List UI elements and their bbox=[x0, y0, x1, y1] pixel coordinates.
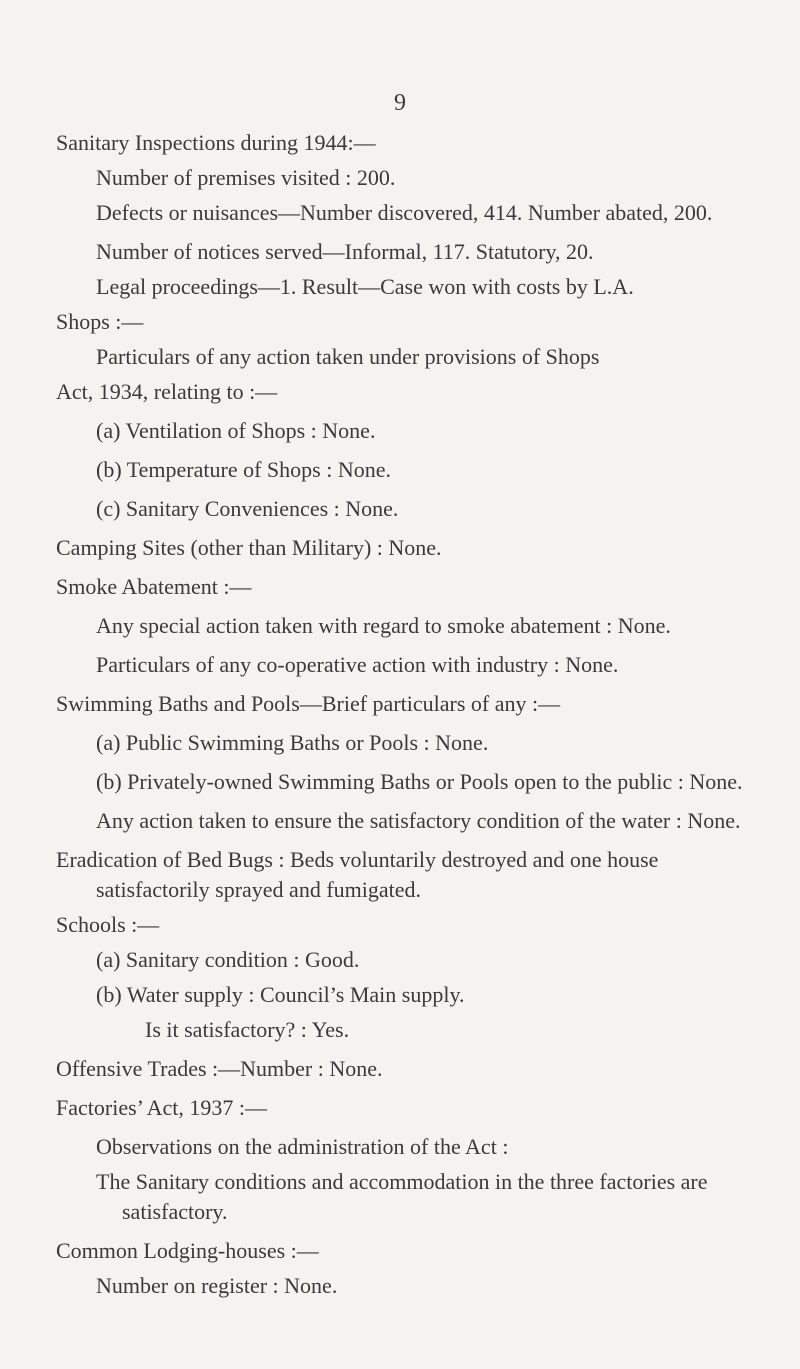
text-line: Number on register : None. bbox=[96, 1273, 338, 1298]
text-line: Eradication of Bed Bugs : Beds voluntarily destroyed and one house satisfactorily sprayed and fumigated. bbox=[56, 847, 659, 902]
text-line: (a) Public Swimming Baths or Pools : None. bbox=[96, 730, 489, 755]
text-line: Act, 1934, relating to :— bbox=[56, 379, 278, 404]
text-line: Observations on the administration of the Act : bbox=[96, 1134, 509, 1159]
text-line: Offensive Trades :—Number : None. bbox=[56, 1056, 383, 1081]
text-line: Particulars of any co-operative action with industry : None. bbox=[96, 652, 619, 677]
text-line: Number of notices served—Informal, 117. Statutory, 20. bbox=[96, 239, 594, 264]
text-line: Camping Sites (other than Military) : None. bbox=[56, 535, 442, 560]
text-line: Number of premises visited : 200. bbox=[96, 165, 396, 190]
text-line: Common Lodging-houses :— bbox=[56, 1238, 319, 1263]
text-line: (b) Water supply : Council’s Main supply. bbox=[96, 982, 465, 1007]
text-line: (c) Sanitary Conveniences : None. bbox=[96, 496, 399, 521]
text-line: (a) Ventilation of Shops : None. bbox=[96, 418, 376, 443]
text-line: The Sanitary conditions and accommodation in the three factories are satisfactory. bbox=[96, 1169, 708, 1224]
page-number: 9 bbox=[394, 90, 406, 116]
document-body bbox=[56, 128, 768, 1306]
text-line: Defects or nuisances—Number discovered, 414. Number abated, 200. bbox=[96, 200, 713, 225]
text-line: Particulars of any action taken under provisions of Shops bbox=[96, 344, 600, 369]
text-line: Is it satisfactory? : Yes. bbox=[145, 1017, 350, 1042]
text-line: Any action taken to ensure the satisfactory condition of the water : None. bbox=[96, 808, 741, 833]
text-line: (b) Privately-owned Swimming Baths or Pools open to the public : None. bbox=[96, 769, 743, 794]
text-line: Schools :— bbox=[56, 912, 160, 937]
text-line: Legal proceedings—1. Result—Case won with costs by L.A. bbox=[96, 274, 634, 299]
text-line: Shops :— bbox=[56, 309, 144, 334]
text-line: Factories’ Act, 1937 :— bbox=[56, 1095, 267, 1120]
text-line: Smoke Abatement :— bbox=[56, 574, 252, 599]
text-line: Swimming Baths and Pools—Brief particulars of any :— bbox=[56, 691, 561, 716]
text-line: Sanitary Inspections during 1944:— bbox=[56, 130, 376, 155]
text-line: (b) Temperature of Shops : None. bbox=[96, 457, 391, 482]
text-line: (a) Sanitary condition : Good. bbox=[96, 947, 360, 972]
text-line: Any special action taken with regard to smoke abatement : None. bbox=[96, 613, 671, 638]
